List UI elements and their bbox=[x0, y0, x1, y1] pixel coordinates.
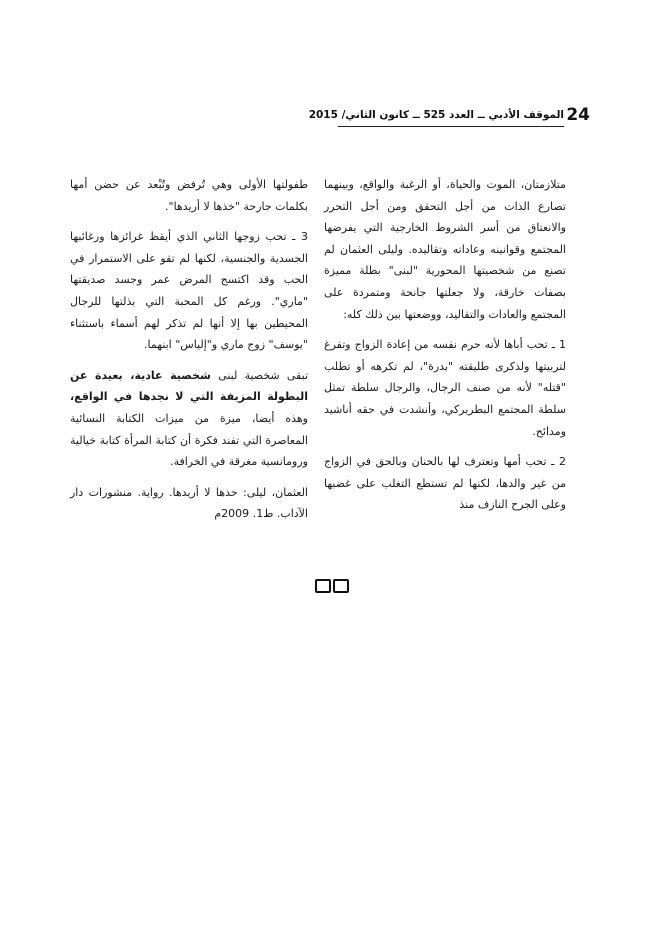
right-column bbox=[324, 174, 566, 516]
running-head: الموقف الأدبي ــ العدد 525 ــ كانون الثاني/ 2015 bbox=[308, 109, 564, 121]
paragraph: 2 ـ تحب أمها وتعترف لها بالحنان وبالحق في الزواج من غير والدها، لكنها لم تستطع التغلب على غضبها وعلى الجرح النازف منذ bbox=[324, 455, 566, 512]
square-icon bbox=[333, 579, 349, 593]
paragraph-text: تبقى شخصية لبنى bbox=[210, 368, 309, 382]
left-column bbox=[70, 174, 308, 525]
reference-citation: العثمان، ليلى: خذها لا أريدها. رواية. منشورات دار الآداب. ط1. 2009م bbox=[70, 485, 308, 521]
paragraph: 3 ـ تحب زوجها الثاني الذي أيقظ غرائزها ورغائبها الجسدية والجنسية، لكنها لم تقو على الاستمرار في الحب وقد اكتسح المرض عمر وجسد صديقتها "ماري". ورغم كل المحبة التي بذلتها للرجال المحيطين بها إلا أنها لم تذكر لهم أسماء باستثناء "يوسف" زوج ماري و"إلياس" ابنهما. bbox=[70, 230, 308, 352]
bold-phrase: شخصية عادية، بعيدة عن البطولة المزيفة التي لا نجدها في الواقع، bbox=[70, 368, 308, 404]
paragraph: متلازمتان، الموت والحياة، أو الرغبة والواقع، وبينهما تصارع الذات من أجل التحقق ومن أجل التحرر والانعتاق من أسر الشروط الخارجية التي يفرضها المجتمع وقوانينه وعاداته وتقاليده. وليلى العثمان لم تصنع من شخصيتها المحورية "لبنى" بطلة مميزة بصفات خارقة، ولا جعلتها جانحة ومتمردة على المجتمع والعادات والتقاليد، ووضعتها بين ذلك كله: bbox=[324, 178, 566, 321]
header-rule bbox=[338, 126, 564, 127]
paragraph: طفولتها الأولى وهي تُرفض وتُبْعد عن حضن أمها بكلمات جارحة "خذها لا أريدها". bbox=[70, 178, 308, 213]
double-square-end-mark-icon bbox=[315, 579, 349, 593]
paragraph: 1 ـ تحب أباها لأنه حرم نفسه من إعادة الزواج وتفرغ لتربيتها ولذكرى طليقته "بدرة"، لم تكرهه أو تطلب "قتله" لأنه من صنف الرجال، والرجال سلطة تمثل سلطة المجتمع البطريركي، وأنشدت في حقه أناشيد ومدائح. bbox=[324, 338, 566, 438]
page-header bbox=[308, 104, 590, 128]
square-icon bbox=[315, 579, 331, 593]
page-number: 24 bbox=[566, 105, 590, 125]
paragraph bbox=[70, 365, 308, 473]
paragraph-text: وهذه أيضا، ميزة من ميزات الكتابة النسائية المعاصرة التي تفند فكرة أن كتابة المرأة كتابة خيالية ورومانسية مغرقة في الخرافة. bbox=[70, 411, 308, 469]
